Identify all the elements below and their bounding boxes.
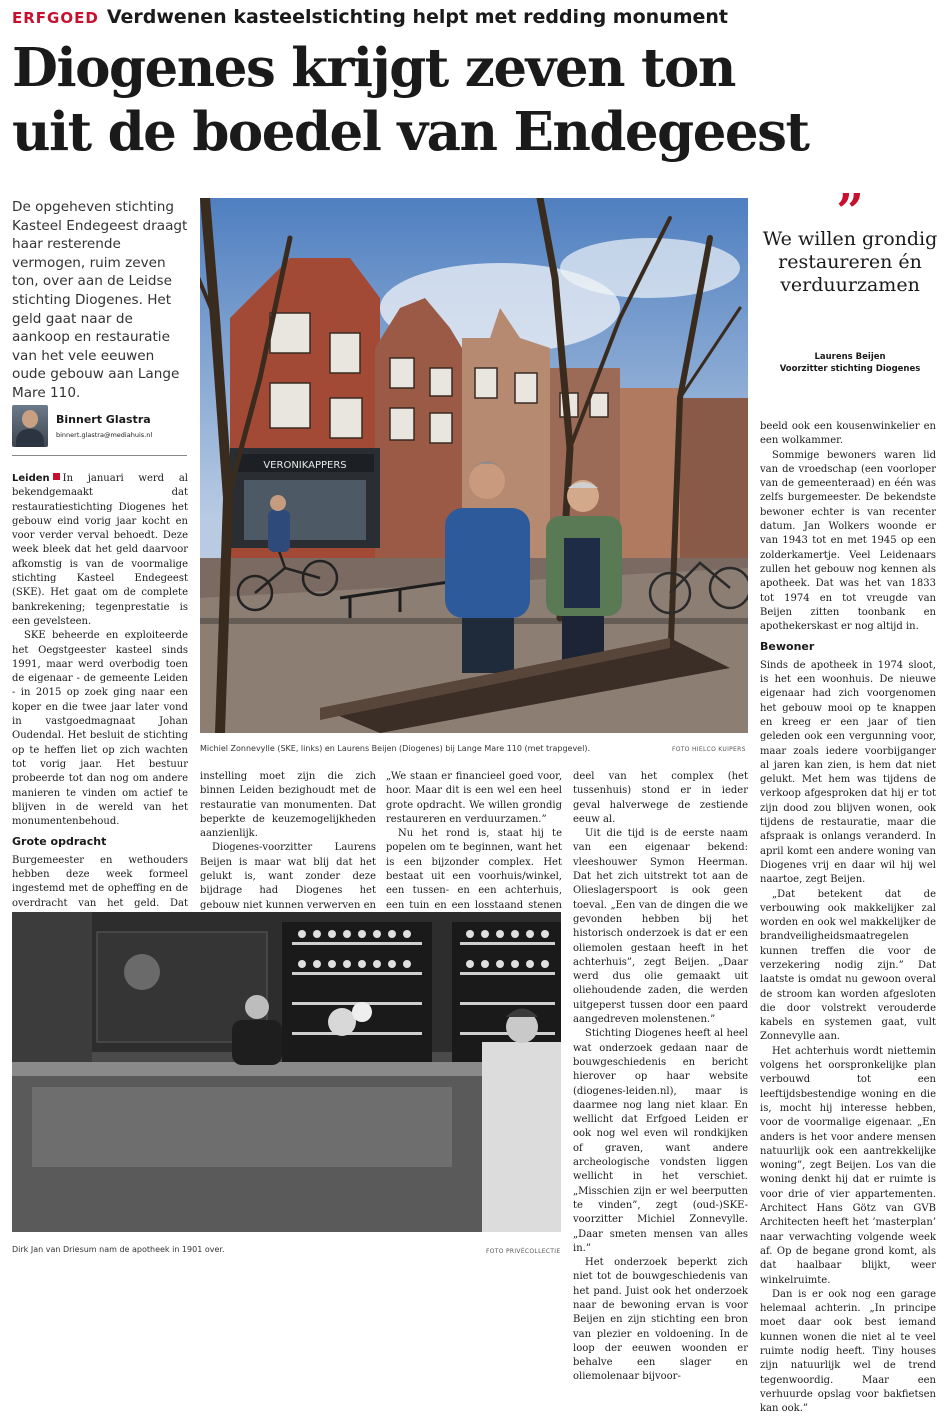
col4-paragraph-3: Stichting Diogenes heeft al heel wat onderzoek gedaan naar de bouwgeschiedenis en bericht hierover op haar website (diogenes-leiden.nl), maar is daarmee nog lang niet klaar. En wellicht dat Erfgoed Leiden er ook nog wel even wil rondkijken of graven, want andere archeologische vondsten liggen wellicht in het verschiet. „Misschien zijn er wel beerputten te vinden”, zegt (oud-)SKE-voorzitter Michiel Zonnevylle. „Daar smeten mensen van alles in.”: [573, 1028, 748, 1254]
col1-paragraph-1: In januari werd al bekendgemaakt dat restauratiestichting Diogenes het gebouw eind vorig jaar kocht en voor verder verval behoedt. Deze week bleek dat het geld daarvoor afkomstig is van de voormalige stichting Kasteel Endegeest (SKE). Het gaat om de complete bankrekening; tegenprestatie is een gevelsteen.: [12, 473, 188, 627]
section-kicker: [12, 6, 728, 28]
main-photo-credit: FOTO HIELCO KUIPERS: [672, 746, 746, 753]
col5-paragraph-1: beeld ook een kousenwinkelier en een wolkammer.: [760, 421, 936, 447]
main-photo: [200, 198, 748, 733]
col2-paragraph-2: Diogenes-voorzitter Laurens Beijen is maar wat blij dat het gelukt is, want zonder deze bijdrage had Diogenes het gebouw niet kunnen verwerven en: [200, 842, 376, 911]
section-label: ERFGOED: [12, 9, 99, 27]
shop-sign-text: VERONIKAPPERS: [263, 460, 347, 471]
historic-photo: [12, 912, 561, 1232]
quote-name: Laurens Beijen: [814, 352, 886, 362]
col4-paragraph-2: Uit die tijd is de eerste naam van een eigenaar bekend: vleeshouwer Symon Heerman. Dat het zich uitstrekt tot aan de Olieslagerspoort is ook geen toeval. „Een van de dingen die we gevonden hebben bij het historisch onderzoek is dat er een oliemolen gestaan heeft in het achterhuis”, zegt Beijen. „Daar werd dus olie gemaakt uit oliehoudende zaden, die werden uitgeperst tussen door een paard aangedreven molenstenen.”: [573, 828, 748, 1026]
headline-line-2: uit de boedel van Endegeest: [12, 101, 809, 163]
col5-paragraph-2: Sommige bewoners waren lid van de vroedschap (een voorloper van de gemeenteraad) en één was zelfs burgemeester. De bekendste bewoner echter is van recenter datum. Jan Wolkers woonde er van 1943 tot en met 1945 op een zolderkamertje. Veel Leidenaars zullen het gebouw nog kennen als apotheek. Dat was het van 1833 tot 1974 en tot vreugde van Beijen zitten toonbank en apothekerskast er nog altijd in.: [760, 449, 936, 633]
quote-mark-icon: ”: [836, 184, 864, 240]
article-column-3: [386, 770, 562, 927]
kicker-text: Verdwenen kasteelstichting helpt met redding monument: [106, 6, 729, 28]
article-column-5: [760, 420, 936, 1416]
byline: [12, 405, 187, 456]
col1-paragraph-2: SKE beheerde en exploiteerde het Oegstgeester kasteel sinds 1991, maar werd overbodig toen de eigenaar - de gemeente Leiden - in 2015 op zoek ging naar een koper en die twee jaar later vond in vastgoedmagnaat Johan Oudendal. Het besluit de stichting op te heffen liet op zich wachten tot vorig jaar. Het bestuur probeerde tot dan nog om andere manieren te vinden om actief te blijven in de wereld van het monumentenbehoud.: [12, 630, 188, 828]
quote-role: Voorzitter stichting Diogenes: [779, 364, 921, 374]
article-column-2: [200, 770, 376, 927]
historic-photo-credit: FOTO PRIVÉCOLLECTIE: [486, 1248, 561, 1255]
main-photo-caption: Michiel Zonnevylle (SKE, links) en Laurens Beijen (Diogenes) bij Lange Mare 110 (met trapgevel).: [200, 744, 590, 753]
author-avatar: [12, 405, 48, 447]
col4-paragraph-1: deel van het complex (het tussenhuis) stond er in ieder geval halverwege de zestiende eeuw al.: [573, 771, 748, 825]
col5-paragraph-3: Sinds de apotheek in 1974 sloot, is het een woonhuis. De nieuwe eigenaar had zich voorgenomen het gebouw mooi op te knappen en kreeg er een jaar of tien geleden ook een vergunning voor, maar zoals iedere voorbijganger al jaren kan zien, is hem dat niet gelukt. Met hem was tijdens de verkoop afgesproken dat hij er tot zijn dood zou blijven wonen, ook tijdens de restauratie, maar die afspraak is onlangs veranderd. In april komt een andere woning van Diogenes vrij en daar wil hij wel naartoe, zegt Beijen.: [760, 659, 936, 886]
author-email[interactable]: binnert.glastra@mediahuis.nl: [56, 431, 153, 439]
intro-paragraph: De opgeheven stichting Kasteel Endegeest draagt haar resterende vermogen, ruim zeven ton, over aan de Leidse stichting Diogenes. Het geld gaat naar de aankoop en restauratie van het vele eeuwen oude gebouw aan Lange Mare 110.: [12, 199, 188, 401]
pull-quote: We willen grondig restaureren én verduurzamen: [762, 228, 938, 296]
col5-paragraph-6: Dan is er ook nog een garage helemaal achterin. „In principe moet daar ook best iemand kunnen wonen die niet al te veel ruimte nodig heeft. Tiny houses zijn natuurlijk wel de trend tegenwoordig. Maar een verhuurde opslag voor bakfietsen kan ook.”: [760, 1288, 936, 1415]
col1-paragraph-3: Burgemeester en wethouders hebben deze week formeel ingestemd met de opheffing en de overdracht van het geld. Dat: [12, 854, 188, 909]
headline-line-1: Diogenes krijgt zeven ton: [12, 37, 735, 99]
col5-paragraph-5: Het achterhuis wordt niettemin volgens het oorspronkelijke plan verbouwd tot een leeftijdsbestendige woning en die is, mocht hij interesse hebben, voor de voormalige eigenaar. „En anders is het voor andere mensen natuurlijk ook een aantrekkelijke woning”, zegt Beijen. Los van die woning denkt hij dat er ruimte is voor drie of vier appartementen. Architect Hans Götz van GVB Architecten heeft het ’masterplan’ naar verwachting volgende week af. Op de begane grond komt, als dat haalbaar blijkt, weer winkelruimte.: [760, 1045, 936, 1286]
dateline: Leiden: [12, 473, 50, 484]
dateline-square-icon: [53, 473, 60, 480]
col4-paragraph-4: Het onderzoek beperkt zich niet tot de bouwgeschiedenis van het pand. Juist ook het onderzoek naar de bewoning ervan is voor Beijen en zijn stichting een bron van plezier en voldoening. In de loop der eeuwen woonden er behalve een slager en oliemolenaar bijvoor-: [573, 1257, 748, 1383]
pull-quote-attribution: [760, 351, 940, 375]
author-name: Binnert Glastra: [56, 413, 151, 426]
article-column-4: [573, 770, 748, 1385]
col2-paragraph-1: instelling moet zijn die zich binnen Leiden bezighoudt met de restauratie van monumenten. Dat beperkte de keuzemogelijkheden aanzienlijk.: [200, 771, 376, 840]
col5-paragraph-4: „Dat betekent dat de verbouwing ook makkelijker zal worden en ook wel makkelijker de brandveiligheidsmaatregelen kunnen treffen die voor de verzekering nodig zijn.” Dat laatste is omdat nu gewoon overal de stroom kan worden afgesloten die door volstrekt verouderde kabels en systemen gaat, vult Zonnevylle aan.: [760, 888, 936, 1043]
col3-paragraph-2: Nu het rond is, staat hij te popelen om te beginnen, want het is een bijzonder complex. Het bestaat uit een voorhuis/winkel, een tussen- en een achterhuis, een tuin en een losstaand stenen: [386, 828, 562, 911]
subheading-grote-opdracht: Grote opdracht: [12, 835, 107, 849]
subheading-bewoner: Bewoner: [760, 640, 815, 654]
col3-paragraph-1: „We staan er financieel goed voor, hoor. Maar dit is een wel een heel grote opdracht. We willen grondig restaureren en verduurzamen.”: [386, 771, 562, 825]
historic-photo-caption: Dirk Jan van Driesum nam de apotheek in 1901 over.: [12, 1245, 225, 1254]
headline: [12, 36, 937, 164]
